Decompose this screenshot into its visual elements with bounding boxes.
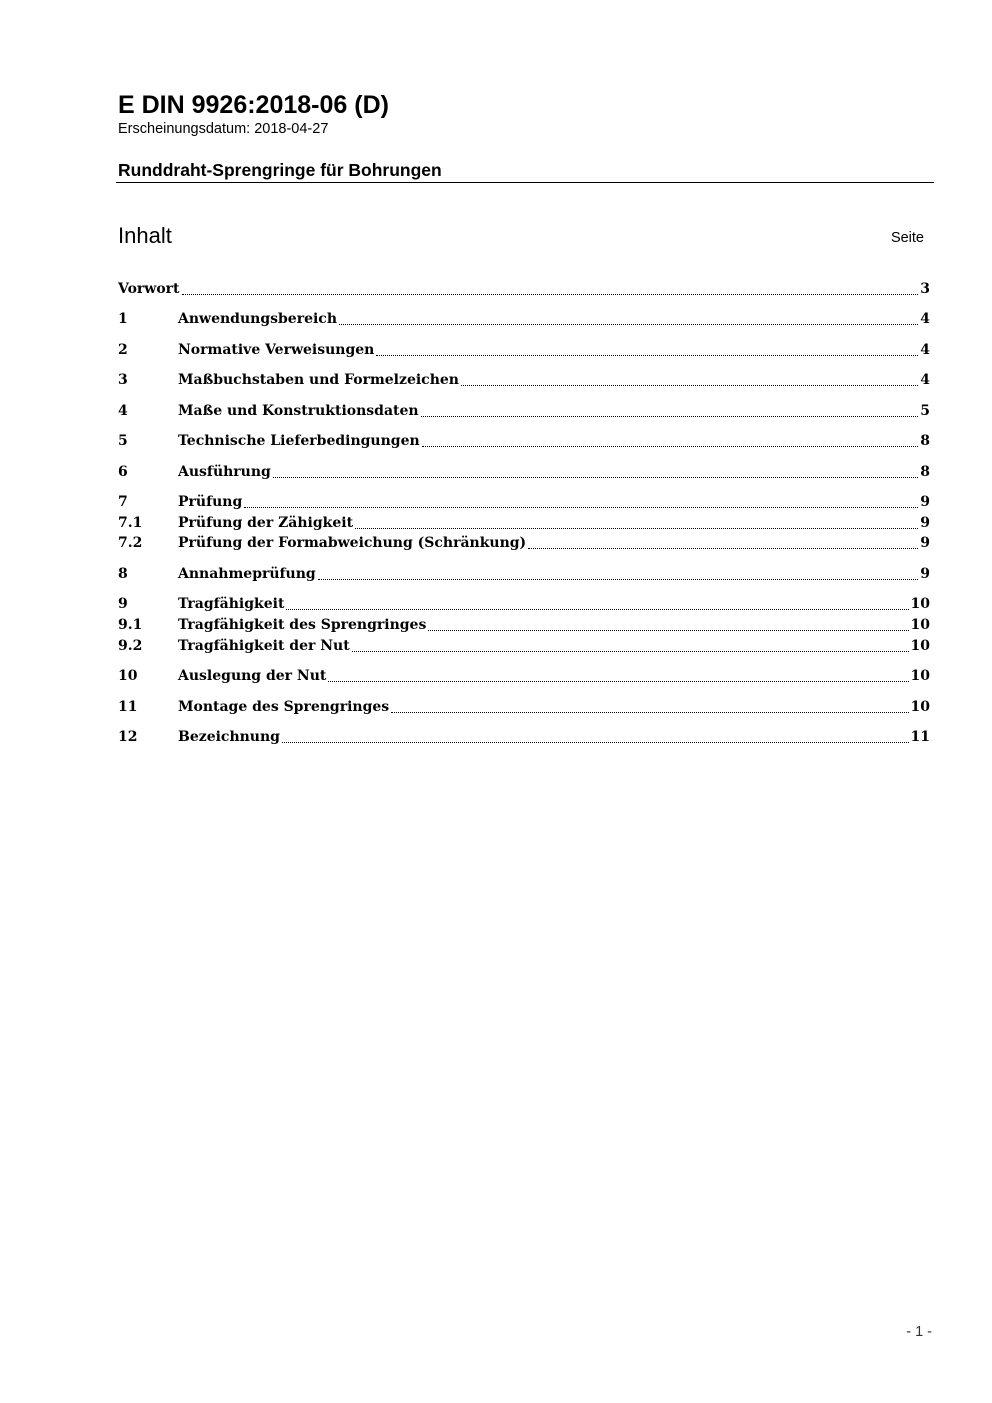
toc-entry-vorwort[interactable] (118, 279, 930, 300)
toc-dot-leader (286, 608, 908, 610)
toc-entry-number: 3 (118, 372, 128, 388)
toc-entry-11[interactable] (118, 697, 930, 718)
document-id: E DIN 9926:2018-06 (D) (118, 91, 389, 119)
page-number: - 1 - (906, 1324, 932, 1340)
toc-heading: Inhalt (118, 223, 172, 248)
toc-entry-page: 9 (920, 535, 930, 551)
toc-entry-3[interactable] (118, 370, 930, 391)
toc-entry-page: 8 (920, 433, 930, 449)
toc-entry-label: Prüfung (178, 494, 243, 510)
toc-dot-leader (339, 323, 918, 325)
toc-entry-page: 9 (920, 566, 930, 582)
toc-entry-number: 2 (118, 342, 128, 358)
toc-entry-label: Technische Lieferbedingungen (178, 433, 420, 449)
toc-dot-leader (461, 384, 918, 386)
toc-entry-number: 7.2 (118, 535, 143, 551)
toc-entry-page: 10 (910, 638, 930, 654)
toc-dot-leader (182, 293, 919, 295)
title-underline (116, 182, 934, 183)
toc-entry-label: Maße und Konstruktionsdaten (178, 403, 419, 419)
toc-dot-leader (352, 650, 909, 652)
toc-entry-2[interactable] (118, 340, 930, 361)
toc-dot-leader (422, 445, 919, 447)
toc-entry-number: 7.1 (118, 515, 143, 531)
toc-entry-page: 10 (910, 699, 930, 715)
toc-entry-number: 7 (118, 494, 128, 510)
toc-entry-number: 1 (118, 311, 128, 327)
toc-entry-page: 4 (920, 311, 930, 327)
toc-entry-label: Anwendungsbereich (178, 311, 337, 327)
toc-entry-page: 4 (920, 342, 930, 358)
toc-entry-number: 10 (118, 668, 138, 684)
document-title: Runddraht-Sprengringe für Bohrungen (118, 160, 442, 180)
toc-entry-9-2[interactable] (118, 636, 930, 657)
toc-entry-page: 10 (910, 596, 930, 612)
toc-entry-10[interactable] (118, 666, 930, 687)
toc-entry-7-1[interactable] (118, 513, 930, 534)
toc-entry-label: Auslegung der Nut (178, 668, 327, 684)
toc-entry-number: 12 (118, 729, 138, 745)
toc-entry-number: 9.1 (118, 617, 143, 633)
toc-entry-page: 5 (920, 403, 930, 419)
toc-entry-label: Maßbuchstaben und Formelzeichen (178, 372, 459, 388)
toc-entry-page: 9 (920, 515, 930, 531)
toc-entry-4[interactable] (118, 401, 930, 422)
toc-entry-label: Prüfung der Formabweichung (Schränkung) (178, 535, 527, 551)
toc-dot-leader (376, 354, 918, 356)
toc-entry-page: 3 (920, 281, 930, 297)
toc-dot-leader (273, 476, 918, 478)
toc-entry-8[interactable] (118, 564, 930, 585)
toc-dot-leader (391, 711, 908, 713)
toc-entry-label: Montage des Sprengringes (178, 699, 390, 715)
toc-entry-label: Tragfähigkeit (178, 596, 285, 612)
toc-dot-leader (318, 578, 919, 580)
toc-entry-number: 5 (118, 433, 128, 449)
toc-entry-label: Prüfung der Zähigkeit (178, 515, 354, 531)
toc-entry-number: 8 (118, 566, 128, 582)
toc-entry-1[interactable] (118, 309, 930, 330)
toc-dot-leader (428, 629, 908, 631)
toc-entry-page: 10 (910, 617, 930, 633)
toc-entry-page: 4 (920, 372, 930, 388)
toc-entry-number: 4 (118, 403, 128, 419)
toc-entry-page: 9 (920, 494, 930, 510)
toc-entry-6[interactable] (118, 462, 930, 483)
toc-entry-9[interactable] (118, 594, 930, 615)
toc-entry-12[interactable] (118, 727, 930, 748)
toc-entry-page: 8 (920, 464, 930, 480)
toc-dot-leader (355, 527, 918, 529)
toc-entry-label: Bezeichnung (178, 729, 280, 745)
toc-entry-label: Normative Verweisungen (178, 342, 375, 358)
toc-page-column-heading: Seite (890, 230, 924, 246)
toc-dot-leader (528, 547, 918, 549)
publication-date: Erscheinungsdatum: 2018-04-27 (118, 121, 329, 137)
toc-dot-leader (421, 415, 919, 417)
toc-entry-label: Ausführung (178, 464, 271, 480)
toc-entry-page: 10 (910, 668, 930, 684)
toc-entry-label: Tragfähigkeit der Nut (178, 638, 350, 654)
toc-dot-leader (282, 741, 909, 743)
toc-entry-9-1[interactable] (118, 615, 930, 636)
toc-entry-number: 9.2 (118, 638, 143, 654)
toc-entry-7-2[interactable] (118, 533, 930, 554)
toc-entry-page: 11 (910, 729, 930, 745)
toc-entry-number: 9 (118, 596, 128, 612)
toc-entry-7[interactable] (118, 492, 930, 513)
toc-entry-label: Annahmeprüfung (178, 566, 316, 582)
toc-dot-leader (244, 506, 918, 508)
toc-entry-number: 11 (118, 699, 138, 715)
toc-dot-leader (328, 680, 908, 682)
toc-entry-label: Tragfähigkeit des Sprengringes (178, 617, 427, 633)
toc-entry-number: 6 (118, 464, 128, 480)
toc-entry-label: Vorwort (118, 281, 180, 297)
toc-entry-5[interactable] (118, 431, 930, 452)
